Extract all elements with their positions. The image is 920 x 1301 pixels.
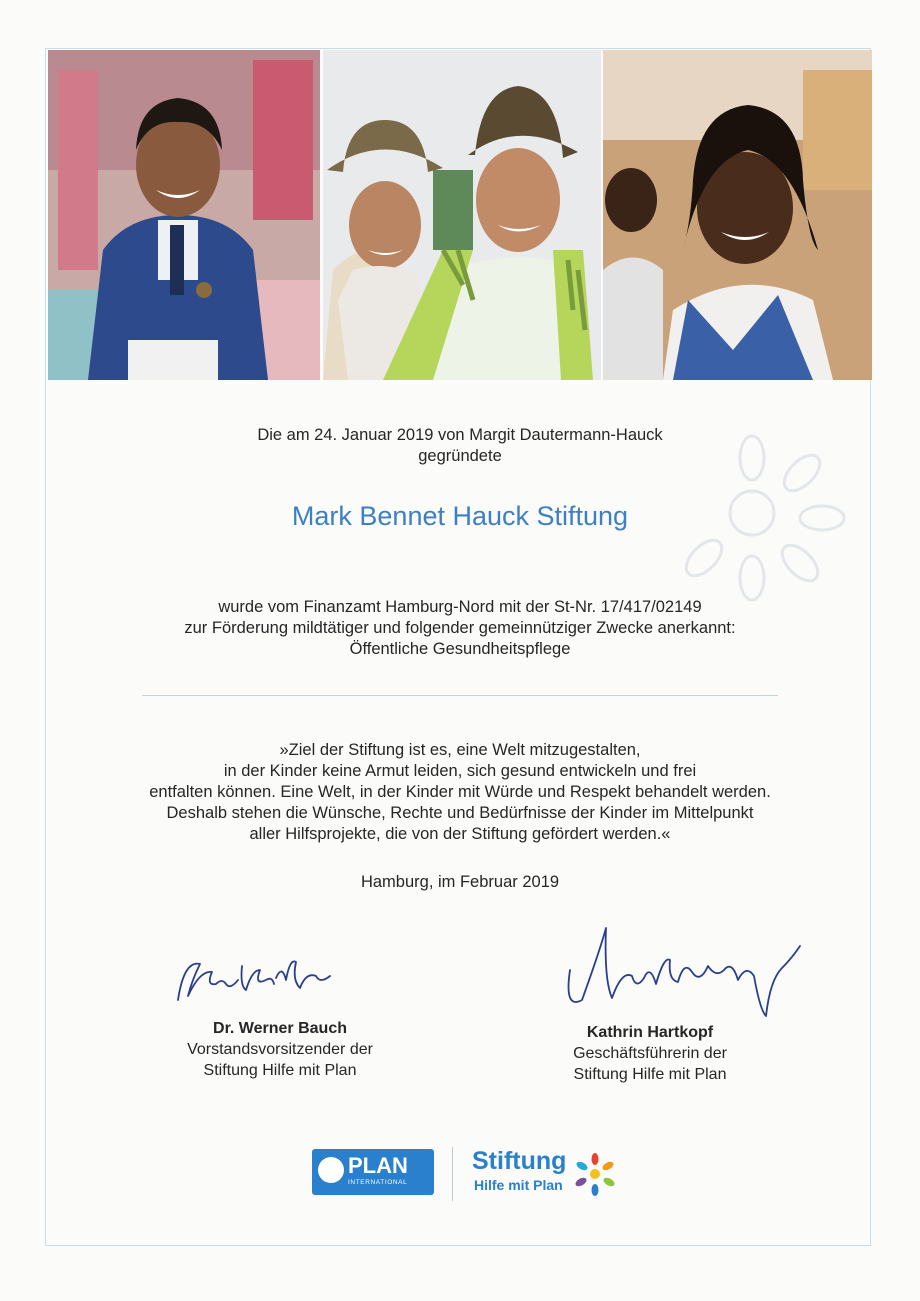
- signatory-role: Stiftung Hilfe mit Plan: [573, 1066, 727, 1083]
- signatory-name: Kathrin Hartkopf: [586, 1024, 714, 1041]
- recognition-line: Öffentliche Gesundheitspflege: [349, 640, 571, 658]
- recognition-line: wurde vom Finanzamt Hamburg-Nord mit der St-Nr. 17/417/02149: [218, 598, 702, 616]
- quote-line: aller Hilfsprojekte, die von der Stiftung gefördert werden.«: [249, 825, 671, 843]
- stiftung-flower-icon: [570, 1149, 620, 1199]
- photo-girls-with-hats: [323, 50, 601, 380]
- mission-quote: [80, 740, 840, 845]
- founding-line: Die am 24. Januar 2019 von Margit Dautermann-Hauck: [257, 426, 663, 444]
- signature-werner-bauch: [170, 950, 350, 1012]
- plan-logo-word: PLAN: [348, 1153, 408, 1178]
- founding-line: gegründete: [418, 447, 502, 465]
- stiftung-logo-subtitle: Hilfe mit Plan: [474, 1177, 563, 1193]
- photo-boy-in-blazer: [48, 50, 320, 380]
- signatory-role: Geschäftsführerin der: [573, 1045, 727, 1062]
- photo-girl-in-uniform: [603, 50, 872, 380]
- foundation-name: Mark Bennet Hauck Stiftung: [291, 501, 629, 531]
- place-date: Hamburg, im Februar 2019: [360, 873, 560, 891]
- plan-emblem-icon: [318, 1157, 344, 1183]
- signatory-role: Vorstandsvorsitzender der: [187, 1041, 373, 1058]
- recognition-statement: [80, 597, 840, 660]
- quote-line: »Ziel der Stiftung ist es, eine Welt mitzugestalten,: [279, 741, 641, 759]
- recognition-line: zur Förderung mildtätiger und folgender gemeinnütziger Zwecke anerkannt:: [184, 619, 736, 637]
- plan-logo-subtitle: INTERNATIONAL: [348, 1179, 408, 1186]
- signatory-role: Stiftung Hilfe mit Plan: [203, 1062, 357, 1079]
- quote-line: entfalten können. Eine Welt, in der Kinder mit Würde und Respekt behandelt werden.: [149, 783, 771, 801]
- footer-logos: [312, 1145, 632, 1203]
- quote-line: Deshalb stehen die Wünsche, Rechte und Bedürfnisse der Kinder im Mittelpunkt: [166, 804, 754, 822]
- logo-separator: [452, 1147, 453, 1201]
- stiftung-logo-word: Stiftung: [472, 1147, 567, 1175]
- signature-kathrin-hartkopf: [560, 920, 820, 1020]
- photo-strip: [48, 50, 872, 380]
- section-divider: [142, 695, 778, 696]
- quote-line: in der Kinder keine Armut leiden, sich gesund entwickeln und frei: [223, 762, 697, 780]
- signatory-right: [520, 920, 780, 1085]
- founding-statement: [80, 425, 840, 467]
- signatory-name: Dr. Werner Bauch: [213, 1020, 347, 1037]
- signatory-left: [150, 950, 410, 1081]
- plan-international-logo: [312, 1149, 434, 1195]
